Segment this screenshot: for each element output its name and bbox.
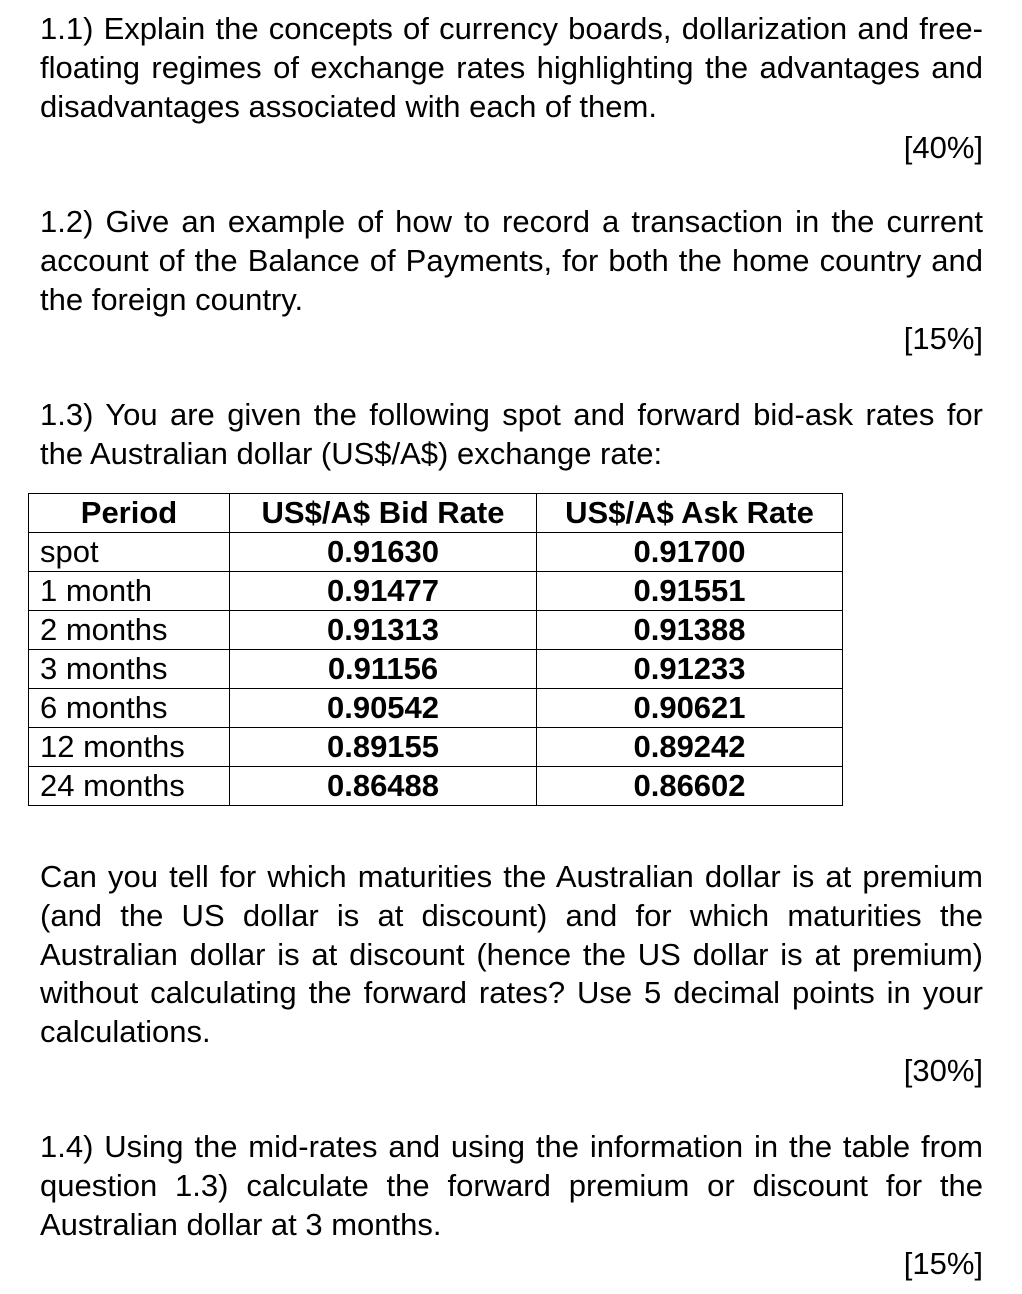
table-row — [29, 767, 843, 806]
ask-rate-cell: 0.86602 — [537, 767, 843, 806]
header-ask-rate: US$/A$ Ask Rate — [537, 494, 843, 533]
question-1-3-intro: 1.3) You are given the following spot and forward bid-ask rates for the Australian dollar (US$/A$) exchange rate: — [40, 397, 983, 471]
ask-rate-cell: 0.91233 — [537, 650, 843, 689]
bid-rate-cell: 0.91156 — [230, 650, 537, 689]
question-1-2-text: 1.2) Give an example of how to record a transaction in the current account of the Balance of Payments, for both the home country and the foreign country. — [40, 204, 983, 317]
question-1-4-weight: [15%] — [903, 1246, 983, 1281]
question-1-1-weight: [40%] — [903, 130, 983, 165]
ask-rate-cell: 0.91700 — [537, 533, 843, 572]
table-row — [29, 611, 843, 650]
bid-rate-cell: 0.90542 — [230, 689, 537, 728]
bid-rate-cell: 0.89155 — [230, 728, 537, 767]
table-row — [29, 572, 843, 611]
ask-rate-cell: 0.91551 — [537, 572, 843, 611]
bid-rate-cell: 0.86488 — [230, 767, 537, 806]
table-header-row — [29, 494, 843, 533]
period-cell: 24 months — [29, 767, 230, 806]
period-cell: 1 month — [29, 572, 230, 611]
question-1-1-text: 1.1) Explain the concepts of currency boards, dollarization and free-floating regimes of exchange rates highlighting the advantages and disadvantages associated with each of them. — [40, 11, 983, 124]
question-1-3-text: Can you tell for which maturities the Australian dollar is at premium (and the US dollar is at discount) and for which maturities the Australian dollar is at discount (hence the US dollar is at premium) without calculating the forward rates? Use 5 decimal points in your calculations. — [40, 859, 983, 1050]
exchange-rate-table — [28, 493, 843, 806]
table-row — [29, 533, 843, 572]
table-row — [29, 650, 843, 689]
table-row — [29, 689, 843, 728]
header-period: Period — [29, 494, 230, 533]
period-cell: 12 months — [29, 728, 230, 767]
ask-rate-cell: 0.90621 — [537, 689, 843, 728]
question-1-2-weight: [15%] — [903, 321, 983, 356]
period-cell: 6 months — [29, 689, 230, 728]
period-cell: 3 months — [29, 650, 230, 689]
question-1-3-weight: [30%] — [903, 1053, 983, 1088]
ask-rate-cell: 0.89242 — [537, 728, 843, 767]
table-row — [29, 728, 843, 767]
ask-rate-cell: 0.91388 — [537, 611, 843, 650]
bid-rate-cell: 0.91630 — [230, 533, 537, 572]
bid-rate-cell: 0.91477 — [230, 572, 537, 611]
header-bid-rate: US$/A$ Bid Rate — [230, 494, 537, 533]
period-cell: 2 months — [29, 611, 230, 650]
question-1-4-text: 1.4) Using the mid-rates and using the information in the table from question 1.3) calculate the forward premium or discount for the Australian dollar at 3 months. — [40, 1129, 983, 1242]
bid-rate-cell: 0.91313 — [230, 611, 537, 650]
period-cell: spot — [29, 533, 230, 572]
